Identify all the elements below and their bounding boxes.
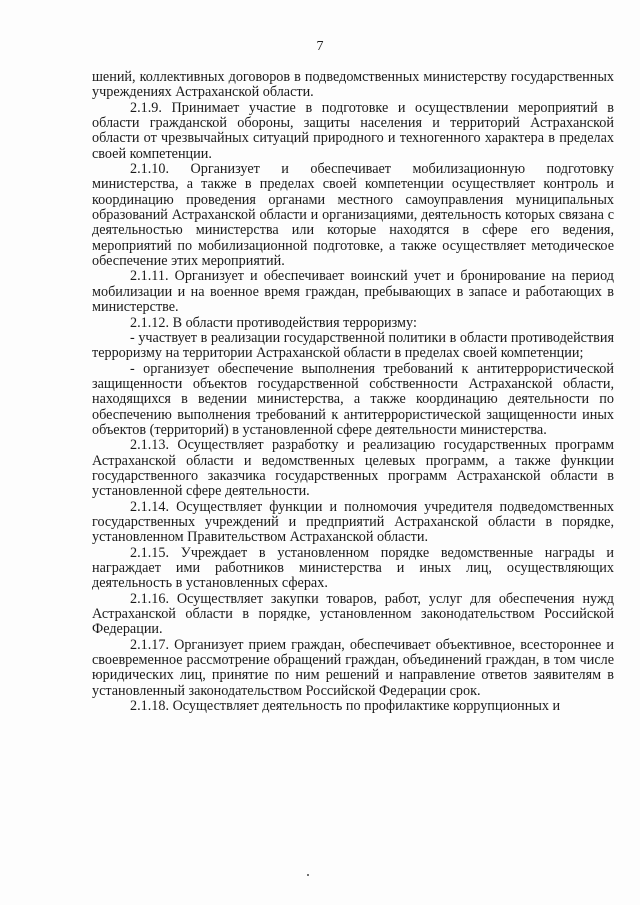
list-item-antiterror-protection: - организует обеспечение выполнения требований к антитеррористической защищенности объектов государственной собственности Астраханской области, находящихся в ведении министерства, а также координацию деятельности по обеспечению выполнения требований к антитеррористической защищенности иных объектов (территорий) в установленной сфере деятельности министерства.	[92, 360, 614, 438]
paragraph-2-1-10: 2.1.10. Организует и обеспечивает мобилизационную подготовку министерства, а также в пределах своей компетенции осуществляет контроль и координацию проведения органами местного самоуправления муниципальных образований Астраханской области и организациями, деятельность которых связана с деятельностью министерства или которые находятся в сфере его ведения, мероприятий по мобилизационной подготовке, а также осуществляет методическое обеспечение этих мероприятий.	[92, 161, 614, 270]
scan-speck	[307, 874, 309, 876]
paragraph-2-1-18: 2.1.18. Осуществляет деятельность по профилактике коррупционных и	[130, 698, 561, 715]
list-item-terrorism-policy: - участвует в реализации государственной политики в области противодействия терроризму на территории Астраханской области в пределах своей компетенции;	[92, 329, 614, 362]
document-body	[92, 70, 614, 714]
paragraph-continuation: шений, коллективных договоров в подведомственных министерству государственных учреждениях Астраханской области.	[92, 69, 614, 101]
paragraph-2-1-13: 2.1.13. Осуществляет разработку и реализацию государственных программ Астраханской области и ведомственных целевых программ, а также функции государственного заказчика государственных программ Астраханской области в установленной сфере деятельности.	[92, 437, 614, 500]
page-number: 7	[316, 39, 324, 54]
paragraph-2-1-15: 2.1.15. Учреждает в установленном порядке ведомственные награды и награждает ими работников министерства и иных лиц, осуществляющих деятельность в установленных сферах.	[92, 544, 614, 592]
paragraph-2-1-14: 2.1.14. Осуществляет функции и полномочия учредителя подведомственных государственных учреждений и предприятий Астраханской области в порядке, установленном Правительством Астраханской области.	[92, 498, 614, 546]
paragraph-2-1-16: 2.1.16. Осуществляет закупки товаров, работ, услуг для обеспечения нужд Астраханской области в порядке, установленном законодательством Российской Федерации.	[92, 590, 614, 638]
paragraph-2-1-17: 2.1.17. Организует прием граждан, обеспечивает объективное, всестороннее и своевременное рассмотрение обращений граждан, объединений граждан, в том числе юридических лиц, принятие по ним решений и направление ответов заявителям в установленный законодательством Российской Федерации срок.	[92, 636, 614, 699]
paragraph-2-1-11: 2.1.11. Организует и обеспечивает воинский учет и бронирование на период мобилизации и на военное время граждан, пребывающих в запасе и работающих в министерстве.	[92, 268, 614, 316]
paragraph-2-1-12: 2.1.12. В области противодействия терроризму:	[130, 314, 417, 331]
paragraph-2-1-9: 2.1.9. Принимает участие в подготовке и осуществлении мероприятий в области гражданской обороны, защиты населения и территорий Астраханской области от чрезвычайных ситуаций природного и техногенного характера в пределах своей компетенции.	[92, 99, 614, 162]
